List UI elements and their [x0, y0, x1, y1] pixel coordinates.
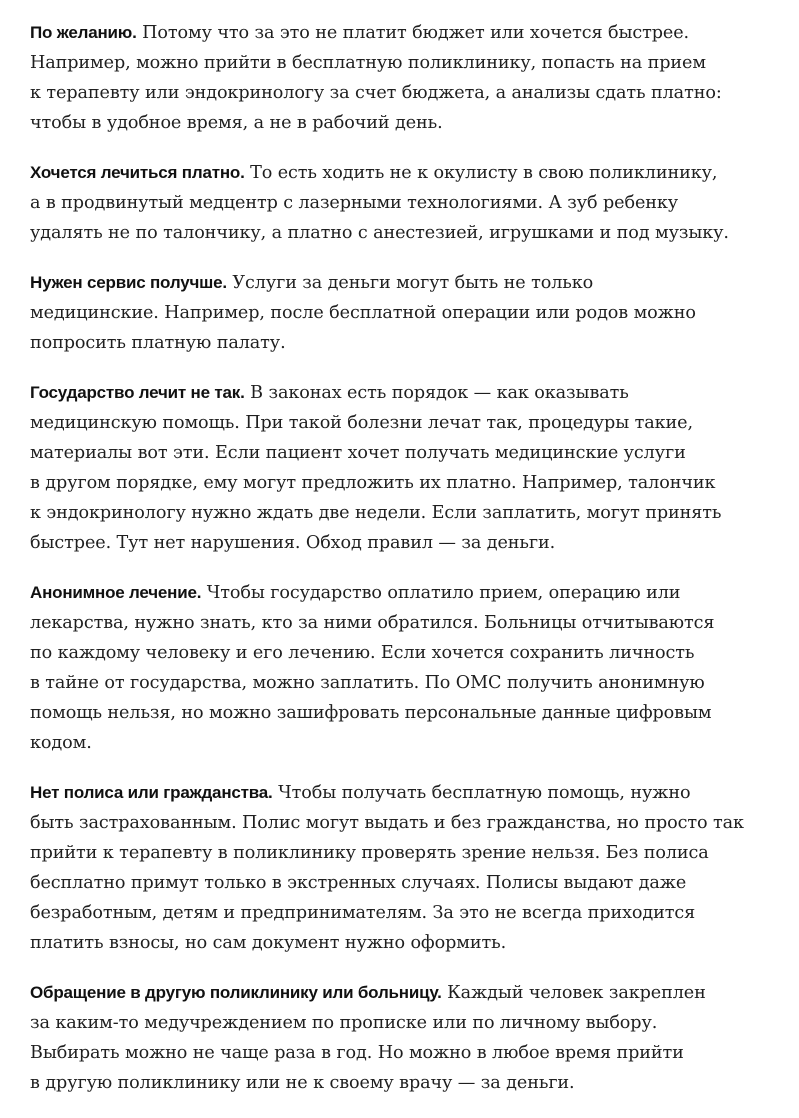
text-line: Каждый человек закреплен — [447, 983, 706, 1003]
text-line: В законах есть порядок — как оказывать — [250, 383, 629, 403]
text-line: Выбирать можно не чаще раза в год. Но можно в любое время прийти — [30, 1043, 684, 1063]
text-line: материалы вот эти. Если пациент хочет получать медицинские услуги — [30, 443, 686, 463]
text-line: Чтобы государство оплатило прием, операцию или — [206, 583, 681, 603]
paragraph-other-clinic — [30, 978, 775, 1098]
text-line: быстрее. Тут нет нарушения. Обход правил — за деньги. — [30, 533, 556, 553]
paragraph-better-service — [30, 268, 775, 358]
paragraph-no-policy — [30, 778, 775, 958]
paragraph-anonymous-treatment — [30, 578, 775, 758]
paragraph-paid-treatment — [30, 158, 775, 248]
text-line: чтобы в удобное время, а не в рабочий день. — [30, 113, 443, 133]
text-line: Чтобы получать бесплатную помощь, нужно — [278, 783, 691, 803]
text-line: прийти к терапевту в поликлинику проверять зрение нельзя. Без полиса — [30, 843, 709, 863]
text-line: платить взносы, но сам документ нужно оформить. — [30, 933, 507, 953]
text-line: в тайне от государства, можно заплатить. По ОМС получить анонимную — [30, 673, 705, 693]
paragraph-lead: Нет полиса или гражданства. — [30, 783, 273, 802]
text-line: Потому что за это не платит бюджет или хочется быстрее. — [142, 23, 690, 43]
text-line: попросить платную палату. — [30, 333, 286, 353]
text-line: То есть ходить не к окулисту в свою поликлинику, — [250, 163, 718, 183]
paragraph-lead: Обращение в другую поликлинику или больницу. — [30, 983, 442, 1002]
paragraph-lead: Хочется лечиться платно. — [30, 163, 245, 182]
text-line: по каждому человеку и его лечению. Если хочется сохранить личность — [30, 643, 695, 663]
text-line: быть застрахованным. Полис могут выдать и без гражданства, но просто так — [30, 813, 744, 833]
text-line: к терапевту или эндокринологу за счет бюджета, а анализы сдать платно: — [30, 83, 722, 103]
text-line: в другом порядке, ему могут предложить их платно. Например, талончик — [30, 473, 716, 493]
text-line: помощь нельзя, но можно зашифровать персональные данные цифровым — [30, 703, 712, 723]
paragraph-lead: По желанию. — [30, 23, 137, 42]
text-line: бесплатно примут только в экстренных случаях. Полисы выдают даже — [30, 873, 687, 893]
text-line: безработным, детям и предпринимателям. За это не всегда приходится — [30, 903, 696, 923]
text-line: Услуги за деньги могут быть не только — [232, 273, 594, 293]
article-body — [30, 18, 775, 1118]
text-line: кодом. — [30, 733, 92, 753]
text-line: лекарства, нужно знать, кто за ними обратился. Больницы отчитываются — [30, 613, 715, 633]
text-line: а в продвинутый медцентр с лазерными технологиями. А зуб ребенку — [30, 193, 679, 213]
text-line: в другую поликлинику или не к своему врачу — за деньги. — [30, 1073, 575, 1093]
paragraph-lead: Нужен сервис получше. — [30, 273, 227, 292]
text-line: Например, можно прийти в бесплатную поликлинику, попасть на прием — [30, 53, 706, 73]
paragraph-lead: Государство лечит не так. — [30, 383, 245, 402]
paragraph-lead: Анонимное лечение. — [30, 583, 202, 602]
text-line: за каким-то медучреждением по прописке или по личному выбору. — [30, 1013, 658, 1033]
text-line: к эндокринологу нужно ждать две недели. Если заплатить, могут принять — [30, 503, 722, 523]
text-line: медицинскую помощь. При такой болезни лечат так, процедуры такие, — [30, 413, 693, 433]
paragraph-by-choice — [30, 18, 775, 138]
paragraph-state-treatment — [30, 378, 775, 558]
text-line: медицинские. Например, после бесплатной операции или родов можно — [30, 303, 696, 323]
text-line: удалять не по талончику, а платно с анестезией, игрушками и под музыку. — [30, 223, 729, 243]
